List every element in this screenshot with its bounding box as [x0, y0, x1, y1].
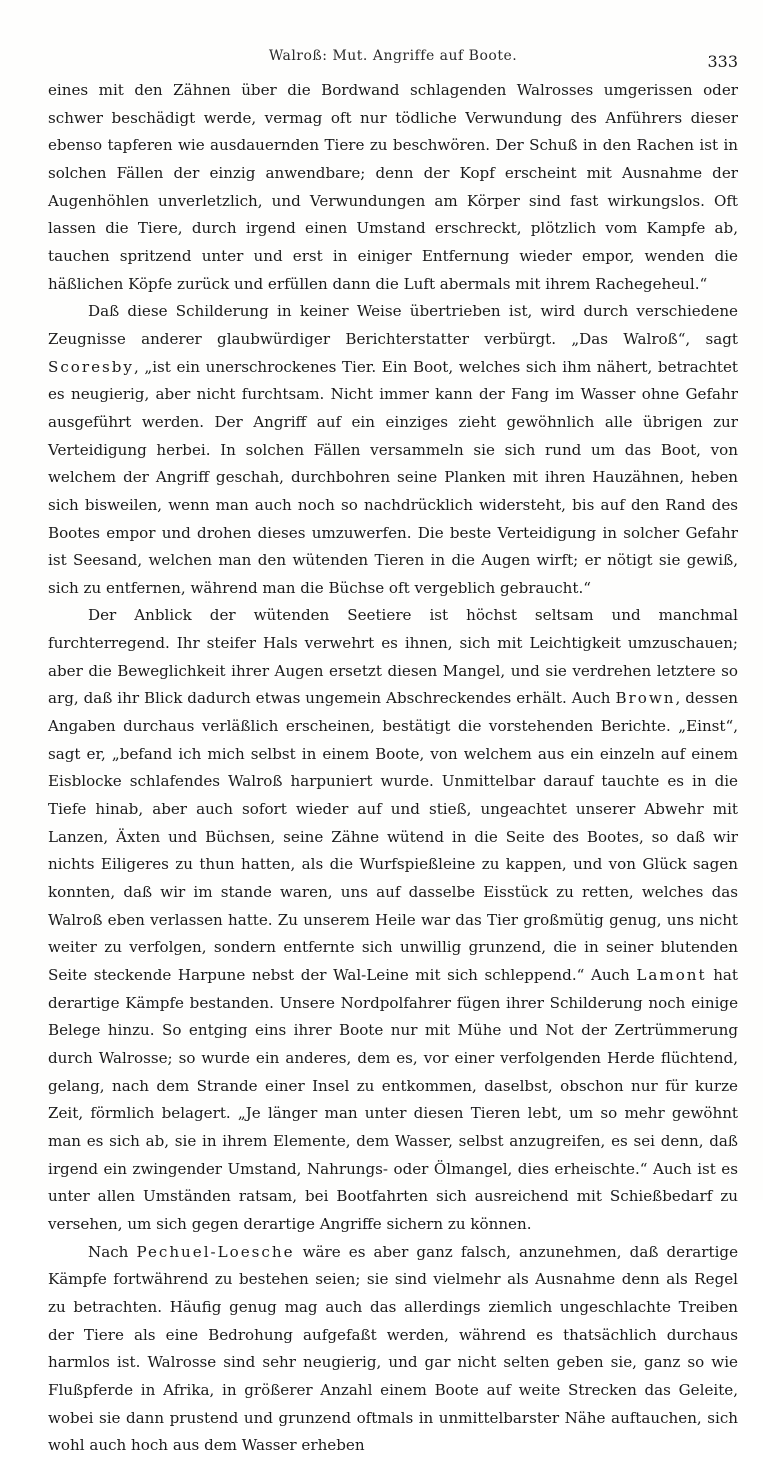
author-name: Lamont: [636, 966, 707, 984]
running-title: Walroß: Mut. Angriffe auf Boote.: [268, 48, 518, 64]
text-segment: Nach: [88, 1242, 137, 1261]
author-name: Pechuel-Loesche: [136, 1242, 295, 1261]
text-segment: Daß diese Schilderung in keiner Weise übertrieben ist, wird durch verschiedene Zeugnisse anderer glaubwürdiger Berichterstatter verbürgt. „Das Walroß“, sagt: [48, 302, 738, 348]
text-segment: wäre es aber ganz falsch, anzunehmen, daß derartige Kämpfe fortwährend zu bestehen seien; sie sind vielmehr als Ausnahme denn als Regel zu betrachten. Häufig genug mag auch das allerdings ziemlich ungeschlachte Treiben der Tiere als eine Bedrohung aufgefaßt werden, während es thatsächlich durchaus harmlos ist. Walrosse sind sehr neugierig, und gar nicht selten geben sie, ganz so wie Flußpferde in Afrika, in größerer Anzahl einem Boote auf weite Strecken das Geleite, wobei sie dann prustend und grunzend oftmals in unmittelbarster Nähe auftauchen, sich wohl auch hoch aus dem Wasser erheben: [48, 1242, 738, 1455]
text-segment: Der Anblick der wütenden Seetiere ist höchst seltsam und manchmal furchterregend. Ihr steifer Hals verwehrt es ihnen, sich mit Leichtigkeit umzuschauen; aber die Beweglichkeit ihrer Augen ersetzt diesen Mangel, und sie verdrehen letztere so arg, daß ihr Blick dadurch etwas ungemein Abschreckendes erhält. Auch: [48, 606, 738, 708]
paragraph: [48, 1239, 738, 1460]
paragraph: [48, 77, 738, 298]
page-number: 333: [707, 52, 738, 71]
paragraph: [48, 298, 738, 602]
paragraph: [48, 602, 738, 1238]
text-segment: , „ist ein unerschrockenes Tier. Ein Boot, welches sich ihm nähert, betrachtet es neugierig, aber nicht furchtsam. Nicht immer kann der Fang im Wasser ohne Gefahr ausgeführt werden. Der Angriff auf ein einziges zieht gewöhnlich alle übrigen zur Verteidigung herbei. In solchen Fällen versammeln sie sich rund um das Boot, von welchem der Angriff geschah, durchbohren seine Planken mit ihren Hauzähnen, heben sich bisweilen, wenn man auch noch so nachdrücklich widersteht, bis auf den Rand des Bootes empor und drohen dieses umzuwerfen. Die beste Verteidigung in solcher Gefahr ist Seesand, welchen man den wütenden Tieren in die Augen wirft; er nötigt sie gewiß, sich zu entfernen, während man die Büchse oft vergeblich gebraucht.“: [48, 357, 738, 597]
running-head: [48, 48, 738, 70]
text-segment: , dessen Angaben durchaus verläßlich erscheinen, bestätigt die vorstehenden Berichte. „Einst“, sagt er, „befand ich mich selbst in einem Boote, von welchem aus ein einzeln auf einem Eisblocke schlafendes Walroß harpuniert wurde. Unmittelbar darauf tauchte es in die Tiefe hinab, aber auch sofort wieder auf und stieß, ungeachtet unserer Abwehr mit Lanzen, Äxten und Büchsen, seine Zähne wütend in die Seite des Bootes, so daß wir nichts Eiligeres zu thun hatten, als die Wurfspießleine zu kappen, und von Glück sagen konnten, daß wir im stande waren, uns auf dasselbe Eisstück zu retten, welches das Walroß eben verlassen hatte. Zu unserem Heile war das Tier großmütig genug, uns nicht weiter zu verfolgen, sondern entfernte sich unwillig grunzend, die in seiner blutenden Seite steckende Harpune nebst der Wal-Leine mit sich schleppend.“ Auch: [48, 689, 738, 984]
author-name: Brown: [615, 689, 676, 708]
author-name: Scoresby: [48, 357, 134, 376]
body-text: [48, 77, 738, 1460]
text-segment: eines mit den Zähnen über die Bordwand schlagenden Walrosses umgerissen oder schwer beschädigt werde, vermag oft nur tödliche Verwundung des Anführers dieser ebenso tapferen wie ausdauernden Tiere zu beschwören. Der Schuß in den Rachen ist in solchen Fällen der einzig anwendbare; denn der Kopf erscheint mit Ausnahme der Augenhöhlen unverletzlich, und Verwundungen am Körper sind fast wirkungslos. Oft lassen die Tiere, durch irgend einen Umstand erschreckt, plötzlich vom Kampfe ab, tauchen spritzend unter und erst in einiger Entfernung wieder empor, wenden die häßlichen Köpfe zurück und erfüllen dann die Luft abermals mit ihrem Rachegeheul.“: [48, 81, 738, 293]
text-segment: hat derartige Kämpfe bestanden. Unsere Nordpolfahrer fügen ihrer Schilderung noch einige Belege hinzu. So entging eins ihrer Boote nur mit Mühe und Not der Zertrümmerung durch Walrosse; so wurde ein anderes, dem es, vor einer verfolgenden Herde flüchtend, gelang, nach dem Strande einer Insel zu entkommen, daselbst, obschon nur für kurze Zeit, förmlich belagert. „Je länger man unter diesen Tieren lebt, um so mehr gewöhnt man es sich ab, sie in ihrem Elemente, dem Wasser, selbst anzugreifen, es sei denn, daß irgend ein zwingender Umstand, Nahrungs- oder Ölmangel, dies erheischte.“ Auch ist es unter allen Umständen ratsam, bei Bootfahrten sich ausreichend mit Schießbedarf zu versehen, um sich gegen derartige Angriffe sichern zu können.: [48, 966, 738, 1233]
